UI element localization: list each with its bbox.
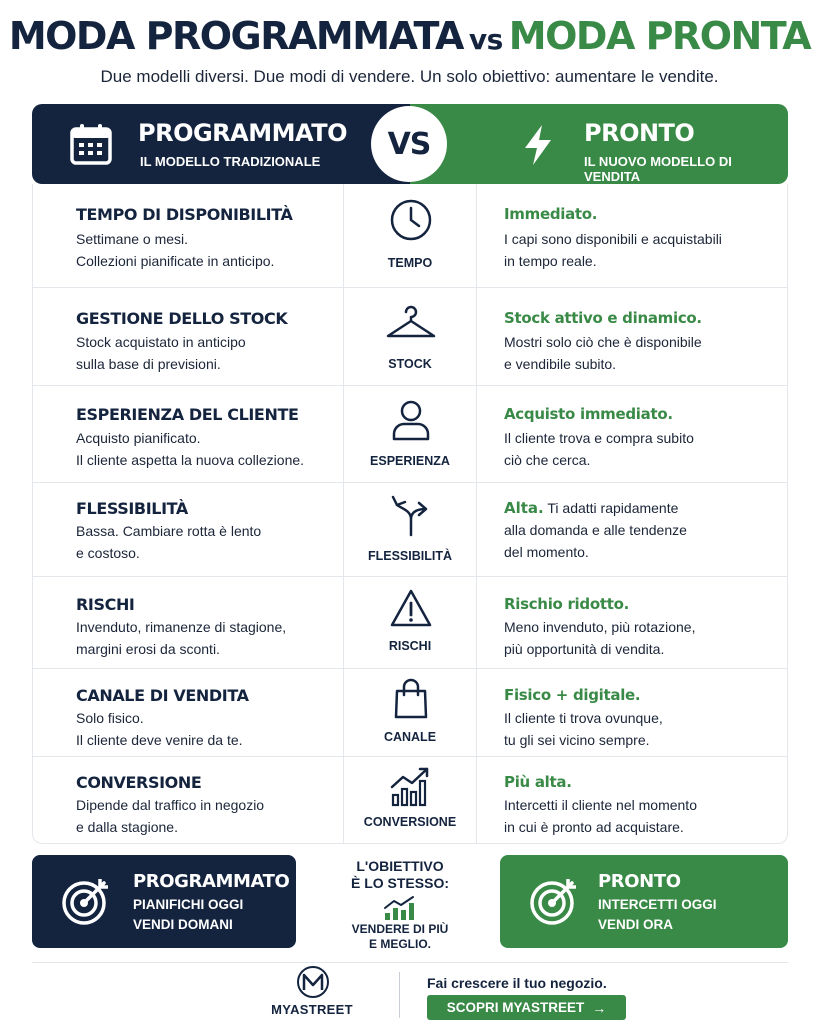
- header-right-subtitle: IL NUOVO MODELLO DI VENDITA: [584, 154, 732, 184]
- arrow-right-icon: →: [592, 999, 607, 1016]
- row-left-text: Solo fisico. Il cliente deve venire da te.: [76, 710, 243, 748]
- row-left-text: Dipende dal traffico in negozio e dalla stagione.: [76, 797, 265, 835]
- row-right-text: Il cliente trova e compra subito ciò che cerca.: [504, 430, 694, 468]
- table-row: [33, 184, 787, 288]
- row-label: CANALE: [383, 730, 437, 744]
- myastreet-logo-icon: [296, 965, 330, 999]
- row-left-text: Invenduto, rimanenze di stagione, margini erosi da sconti.: [76, 619, 287, 657]
- cta-tagline: Fai crescere il tuo negozio.: [427, 975, 607, 991]
- comparison-table: [32, 184, 788, 844]
- header-pronto: [410, 104, 788, 184]
- brand-separator: [399, 972, 400, 1018]
- goal-line3: VENDERE DI PIÙ: [351, 922, 449, 936]
- table-row: [33, 386, 787, 483]
- row-left-title: TEMPO DI DISPONIBILITÀ: [76, 205, 293, 224]
- target-icon: [528, 875, 580, 927]
- row-left-title: RISCHI: [76, 595, 135, 614]
- row-left-title: FLESSIBILITÀ: [76, 499, 188, 518]
- summary-left-title: PROGRAMMATO: [133, 871, 290, 892]
- row-right-title: Alta.: [504, 499, 544, 517]
- row-left-title: CANALE DI VENDITA: [76, 686, 249, 705]
- page-subtitle: Due modelli diversi. Due modi di vendere. Un solo obiettivo: aumentare le vendite.: [100, 67, 719, 86]
- title-part-pronta: MODA PRONTA: [508, 14, 811, 58]
- row-label: RISCHI: [388, 639, 432, 653]
- header-left-subtitle: IL MODELLO TRADIZIONALE: [140, 154, 321, 169]
- row-right-text: Mostri solo ciò che è disponibile e vendibile subito.: [504, 334, 702, 372]
- row-right: [477, 386, 787, 482]
- hanger-icon: [384, 302, 438, 346]
- lightning-icon: [515, 122, 561, 168]
- row-right-text: Il cliente ti trova ovunque, tu gli sei vicino sempre.: [504, 710, 663, 748]
- row-right: [477, 669, 787, 756]
- row-right-text: Meno invenduto, più rotazione, più opportunità di vendita.: [504, 619, 696, 657]
- table-row: [33, 757, 787, 843]
- row-right: [477, 288, 787, 385]
- shopping-bag-icon: [389, 677, 433, 721]
- row-middle: [343, 288, 477, 385]
- row-label: TEMPO: [387, 256, 433, 270]
- row-label: FLESSIBILITÀ: [367, 549, 453, 563]
- cta-label: SCOPRI MYASTREET: [446, 1000, 585, 1015]
- target-icon: [60, 875, 112, 927]
- header-right-title: PRONTO: [584, 119, 695, 147]
- row-left-title: CONVERSIONE: [76, 773, 202, 792]
- table-row: [33, 669, 787, 757]
- row-right-text: Intercetti il cliente nel momento in cui è pronto ad acquistare.: [504, 797, 697, 835]
- row-label: CONVERSIONE: [363, 815, 457, 829]
- clock-icon: [389, 198, 433, 242]
- row-right: [477, 184, 787, 287]
- row-left-title: ESPERIENZA DEL CLIENTE: [76, 405, 299, 424]
- row-right: [477, 577, 787, 668]
- summary-pronto: [500, 855, 788, 948]
- row-label: ESPERIENZA: [370, 454, 450, 468]
- scopri-myastreet-button[interactable]: [427, 995, 626, 1020]
- row-left-text: Settimane o mesi. Collezioni pianificate in anticipo.: [76, 231, 275, 269]
- row-middle: [343, 577, 477, 668]
- warning-icon: [389, 587, 433, 631]
- footer-divider: [32, 962, 788, 963]
- row-middle: [343, 669, 477, 756]
- brand-name: MYASTREET: [271, 1002, 353, 1017]
- row-right-title: Acquisto immediato.: [504, 405, 673, 423]
- title-vs: vs: [468, 23, 503, 56]
- row-middle: [343, 483, 477, 576]
- user-icon: [389, 398, 433, 442]
- row-right-title: Rischio ridotto.: [504, 595, 629, 613]
- vs-badge: VS: [371, 106, 447, 182]
- summary-left-line1: PIANIFICHI OGGI: [133, 897, 244, 912]
- row-middle: [343, 386, 477, 482]
- row-left-text: Acquisto pianificato. Il cliente aspetta la nuova collezione.: [76, 430, 305, 468]
- row-label: STOCK: [388, 357, 432, 371]
- growth-chart-icon: [389, 765, 433, 809]
- row-right-text: I capi sono disponibili e acquistabili in tempo reale.: [504, 231, 722, 269]
- row-right: [477, 483, 787, 576]
- row-right-title: Più alta.: [504, 773, 572, 791]
- row-right-title: Stock attivo e dinamico.: [504, 309, 702, 327]
- page-title: [0, 14, 819, 58]
- shared-goal: [330, 858, 470, 952]
- row-middle: [343, 757, 477, 843]
- split-arrows-icon: [389, 493, 433, 537]
- row-right-title: Immediato.: [504, 205, 598, 223]
- row-left-title: GESTIONE DELLO STOCK: [76, 309, 288, 328]
- summary-right-title: PRONTO: [598, 871, 681, 892]
- goal-line1: L'OBIETTIVO: [356, 858, 444, 874]
- table-row: [33, 288, 787, 386]
- header-programmato: [32, 104, 410, 184]
- growth-chart-icon: [383, 895, 417, 921]
- goal-line2: È LO STESSO:: [350, 875, 449, 891]
- summary-left-line2: VENDI DOMANI: [133, 917, 233, 932]
- row-right: [477, 757, 787, 843]
- goal-line4: E MEGLIO.: [368, 937, 431, 951]
- summary-right-line1: INTERCETTI OGGI: [598, 897, 717, 912]
- row-left-text: Stock acquistato in anticipo sulla base di previsioni.: [76, 334, 246, 372]
- table-row: [33, 483, 787, 577]
- summary-programmato: [32, 855, 296, 948]
- row-middle: [343, 184, 477, 287]
- table-row: [33, 577, 787, 669]
- row-left-text: Bassa. Cambiare rotta è lento e costoso.: [76, 523, 262, 561]
- row-right-title: Fisico + digitale.: [504, 686, 641, 704]
- summary-right-line2: VENDI ORA: [598, 917, 674, 932]
- row-right-text: Alta. Ti adatti rapidamente alla domanda e alle tendenze del momento.: [504, 499, 687, 560]
- header-left-title: PROGRAMMATO: [138, 119, 347, 147]
- title-part-programmata: MODA PROGRAMMATA: [8, 14, 463, 58]
- calendar-icon: [68, 122, 114, 168]
